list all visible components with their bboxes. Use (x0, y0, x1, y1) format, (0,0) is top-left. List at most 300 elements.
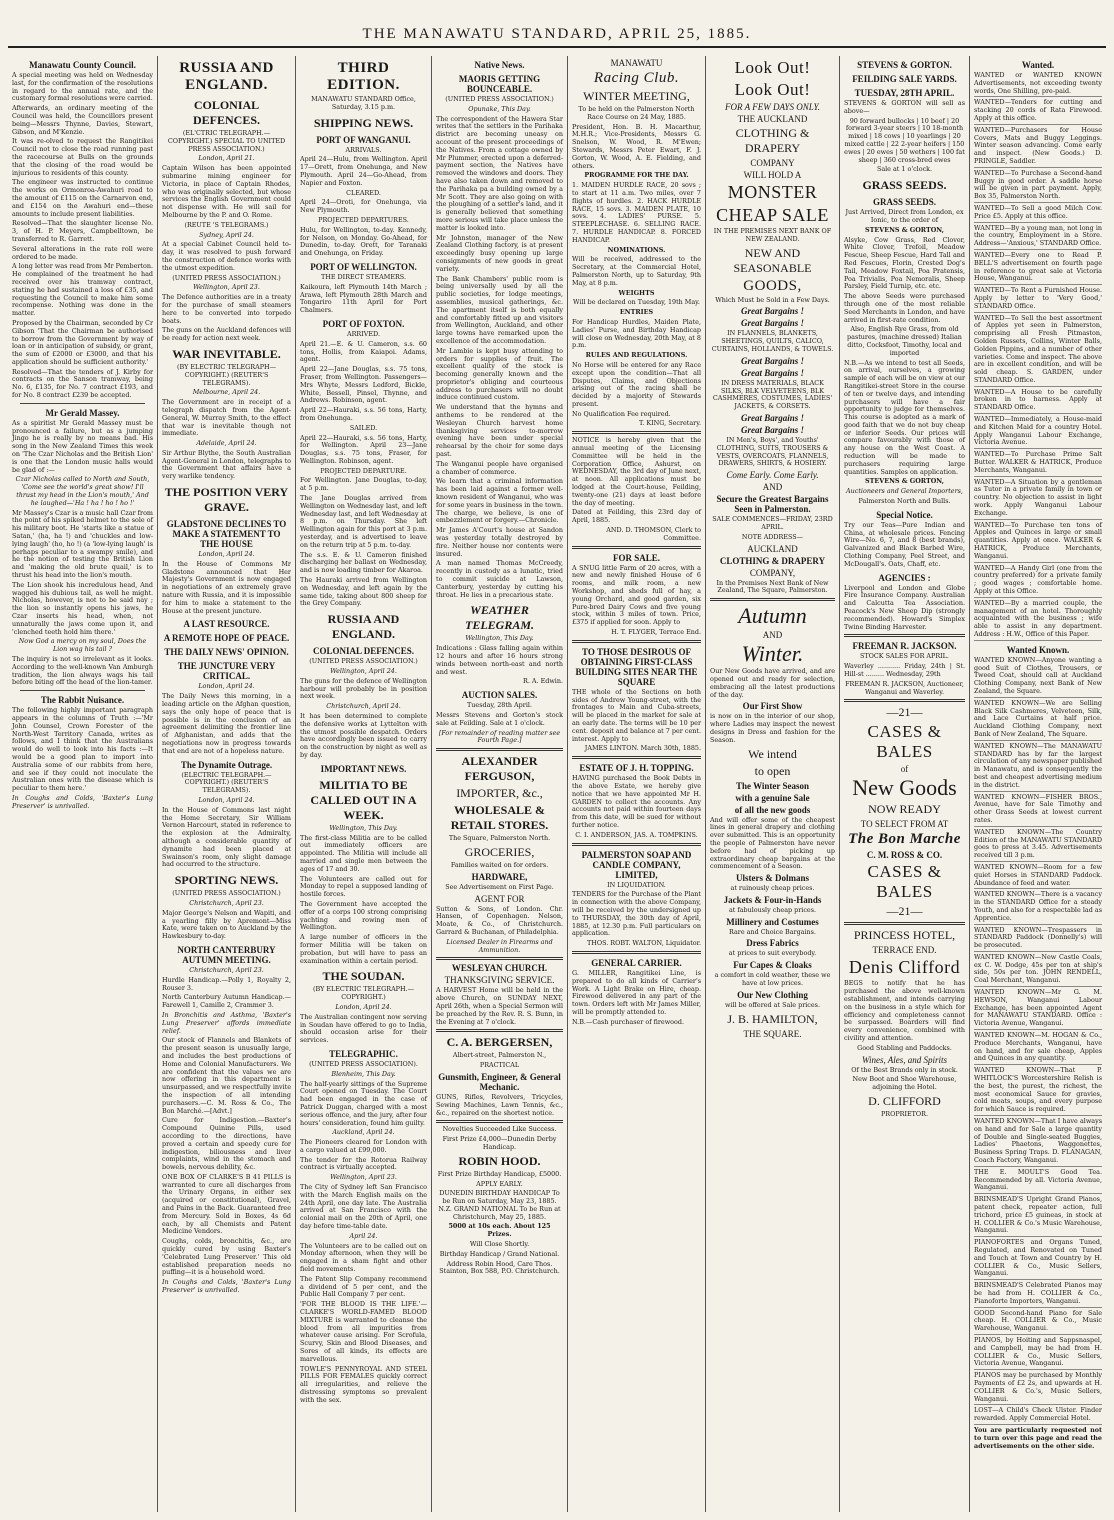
ad-line: The above Seeds were purchased through one of the most reliable Seed Merchants in London, and have arrived in first-rate condition. (844, 292, 965, 324)
ad-line: COMPANY, (749, 567, 796, 578)
section-label: SAILED. (349, 423, 378, 432)
headline-soap-company: PALMERSTON SOAP AND CANDLE COMPANY, LIMITED, (581, 849, 692, 880)
turn-page-note: You are particularly requested not to turn over this page and read the advertisements on the other side. (974, 1425, 1102, 1450)
ad-line: Alsyke, Cow Grass, Red Clover, White Clover, Trefoil, Meadow Fescue, Sheep Fescue, Hard Tall and Red Fescues, Florin, Crested Dog's Tail, Meadow Foxtail, Poa Pratensis, Poa Trivialis, Poa Nemoralis, Sheep Parsley, Field Turnip, etc. etc. (844, 235, 965, 291)
classified-ad: WANTED KNOWN—There is a vacancy in the STANDARD Office for a steady Youth, and also for a respectable lad as Apprentice. (974, 891, 1102, 924)
ad-line: H. T. FLYGER, Terrace End. (611, 628, 701, 637)
ad-line: Great Bargains ! (740, 318, 804, 329)
ad-line: Great Bargains ! (740, 306, 804, 317)
classified-ad: WANTED KNOWN—The Country Edition of the MANAWATU STANDARD goes to press at 3.45. Advertisements received till 3 p.m. (974, 829, 1102, 862)
ad-line: will be offered at Sale prices. (725, 1000, 820, 1009)
section-label: CLEARED. (346, 188, 381, 197)
ad-line: STEVENS & GORTON, (865, 477, 944, 486)
princess-hotel-advert (844, 928, 965, 1118)
headline-feilding-yards: FEILDING SALE YARDS. (852, 74, 957, 84)
ad-line: Look Out! (734, 58, 811, 77)
ad-line: MONSTER (727, 182, 818, 202)
newspaper-title: THE MANAWATU STANDARD, APRIL 25, 1885. (362, 26, 752, 42)
article-paragraph: The Pioneers cleared for London with a cargo valued at £99,000. (300, 1138, 427, 1154)
ad-line: A HARVEST Home will be held in the above Church, on SUNDAY NEXT, April 26th, when a Special Sermon will be preached by the Rev. R. S. Bunn, in the Evening at 7 o'clock. (436, 986, 563, 1026)
ad-line: at fabulously cheap prices. (728, 905, 817, 914)
article-paragraph: ONE BOX OF CLARKE'S B 41 PILLS is warranted to cure all discharges from the Urinary Organs, in either sex (acquired or constitutional), Gravel, and Pains in the Back. Guaranteed free from Mercury. Sold in Boxes, 4s 6d each, by all Chemists and Patent Medicine Vendors. (162, 1172, 291, 1236)
headline-weather: WEATHER TELEGRAM. (464, 603, 534, 633)
headline-general-carrier: GENERAL CARRIER. (591, 957, 682, 968)
signature: R. A. Edwin. (523, 677, 563, 686)
ad-line: See Advertisement on First Page. (445, 882, 554, 891)
divider (844, 922, 965, 925)
article-paragraph: The s.s. E. & U. Cameron finished discharging her ballast on Wednesday, and is now loading timber for Akaroa. (300, 550, 427, 575)
divider (436, 1029, 563, 1032)
article-paragraph: April 21.—E. & U. Cameron, s.s. 60 tons, Hollis, from Kaiapoi. Adams, agent. (300, 339, 427, 364)
article-paragraph: A man named Thomas McCreedy, recently in custody as a lunatic, tried to commit suicide at Lawson, Canterbury, yesterday by cutting his throat. He lies in a precarious state. (436, 559, 563, 599)
ad-line: PROPRIETOR. (881, 1109, 928, 1118)
classified-ad: WANTED KNOWN—Anyone wanting a good Suit of Clothes, Trousers, or Tweed Coat, should call at Auckland Clothing Company, next Bank of New Zealand, the Square. (974, 657, 1102, 698)
dateline: Auckland, April 24. (332, 1128, 395, 1137)
divider (844, 634, 965, 637)
subheadline-colonial-defences-2: COLONIAL DEFENCES. (312, 646, 415, 657)
headline-wanted-known: Wanted Known. (1006, 644, 1070, 655)
article-paragraph: The Daily News this morning, in a leading article on the Afghan question, says the only hope of peace that is possible is in the conclusion of an agreement delimiting the frontier line of Afghanistan, and adds that the negotiations now in progress towards that end are not of a hopeless nature. (162, 692, 291, 755)
ad-line: IN Men's, Boys', and Youths' CLOTHING, SUITS, TROUSERS & VESTS, OVERCOATS, FLANNELS, DRAWERS, SHIRTS, & HOSIERY. (716, 435, 829, 468)
classified-ad: WANTED KNOWN—M. HOGAN & Co., Produce Merchants, Wanganui, have on hand, and for sale cheap, Apples and Quinces in any quantity. (974, 1032, 1102, 1065)
section-label: ARRIVED. (347, 329, 380, 338)
headline-remote-hope: A REMOTE HOPE OF PEACE. (163, 633, 290, 644)
classified-ad: WANTED KNOWN—That I have always on hand and for Sale a large quantity of Double and Single-seated Buggies, Ladies' Phaetons, Waggonettes, Business Spring Traps. D. FLANAGAN, Coach Factory, Wanganui. (974, 1118, 1102, 1167)
article-paragraph: Mr James A'Court's house at Sandon was yesterday totally destroyed by fire. Neither house nor contents were insured. (436, 526, 563, 558)
article-paragraph: April 24—Hulu, from Wellington. April 17—Orett, from Onehunga, and New Plymouth. April 24—Go-Ahead, from Napier and Foxton. (300, 155, 427, 187)
ad-line: New Boot and Shoe Warehouse, adjoining the Hotel. (852, 1075, 957, 1092)
article-paragraph: Hulu, for Wellington, to-day. Kennedy, for Nelson, on Monday. Go-Ahead, for Dunedin, to-day. Orett, for Taranaki and Onehunga, on Friday. (300, 225, 427, 258)
ad-line: Will Close Shortly. (469, 1240, 530, 1249)
article-paragraph: The tender for the Rotorua Railway contract is virtually accepted. (300, 1155, 427, 1172)
column-1 (8, 56, 158, 1512)
classified-ad: WANTED—To Sell the best assortment of Apples yet seen in Palmerston, comprising all Fresh Pitmaston, Golden Russets, Collins, Winter Balls, Golden Pippins, and a number of other varieties. Come and inspect. The above are in excellent condition, and will be sold cheap. S. GARDEN, under STANDARD Office. (974, 315, 1102, 387)
ad-line: AGENT FOR (474, 893, 525, 904)
column-2 (158, 56, 296, 1512)
headline-port-wellington: PORT OF WELLINGTON. (310, 261, 417, 272)
dispatch-tag: (EL'CTRIC TELEGRAPH.—COPYRIGHT.) SPECIAL TO UNITED PRESS ASSOCIATION.) (167, 129, 286, 153)
ad-line: Look Out! (734, 80, 811, 99)
ad-line: PRINCESS HOTEL, (853, 928, 956, 943)
headline-special-notice: Special Notice. (876, 509, 933, 520)
bon-marche-advert (844, 705, 965, 919)
ad-line: Birthday Handicap / Grand National. (439, 1249, 560, 1258)
classified-ad: WANTED KNOWN—We are Selling Black Silk Cashmeres, Velveteen, Silk, and Lace Curtains at half price. Auckland Clothing Company, next Bank of New Zealand, The Square. (974, 700, 1102, 741)
ad-line: In the Premises Next Bank of New Zealand, The Square, Palmerston. (716, 578, 829, 595)
classified-ad: WANTED—A House to be carefully broken in to harness. Apply at STANDARD Office. (974, 389, 1102, 414)
dispatch-tag: (ELECTRIC TELEGRAPH.—COPYRIGHT.) (REUTER'S TELEGRAMS). (181, 770, 272, 795)
ad-line: Denis Clifford (848, 957, 961, 978)
article-paragraph: At a special Cabinet Council held to-day, it was resolved to push forward the construction of defence works with the utmost expedition. (162, 240, 291, 272)
ad-line: Which Must be Sold in a Few Days. (715, 295, 830, 304)
remainder-note: [For remainder of reading matter see Fourth Page.] (438, 728, 561, 745)
ad-line: Secure the Greatest Bargains Seen in Palmerston. (716, 494, 829, 515)
article-paragraph: The City of Sydney left San Francisco with the March English mails on the 24th April, one day late. The Australia arrived at San Francisco with the colonial mail on the 20th of April, one day before time-table date. (300, 1183, 427, 1231)
subheadline-colonial-defences: COLONIAL DEFENCES. (192, 98, 260, 127)
dispatch-tag: (BY ELECTRIC TELEGRAPH—COPYRIGHT.) (REUTER'S TELEGRAMS). (177, 362, 276, 387)
classified-ad: WANTED or WANTED KNOWN Advertisements, not exceeding twenty words, One Shilling, pre-paid. (974, 72, 1102, 97)
headline-war-inevitable: WAR INEVITABLE. (172, 346, 281, 361)
ad-line: Our New Clothing (737, 989, 808, 1000)
ad-line: FOR A FEW DAYS ONLY. (725, 102, 820, 112)
section-label: PROJECTED DEPARTURE. (320, 466, 407, 475)
poem-verse: Now God a mercy on my soul, Does the Lion wag his tail ? (18, 637, 147, 654)
ad-line: T. KING, Secretary. (638, 419, 701, 428)
ad-line: Dress Fabrics (746, 938, 799, 949)
headline-important-news: IMPORTANT NEWS. (320, 763, 407, 774)
headline-maoris: MAORIS GETTING BOUNCEABLE. (458, 74, 541, 94)
dispatch-tag: (BY ELECTRIC TELEGRAPH.—COPYRIGHT.) (313, 985, 414, 1002)
headline-canterbury-meeting: NORTH CANTERBURY AUTUMN MEETING. (177, 944, 276, 965)
ad-line: AUCKLAND (747, 543, 798, 554)
ad-line: FREEMAN R. JACKSON, Auctioneer, Wanganui and Waverley. (845, 679, 964, 696)
dispatch-tag: (UNITED PRESS ASSOCIATION.) (172, 273, 281, 282)
ad-line: 1. MAIDEN HURDLE RACE, 20 sovs ; to start at 11 a.m. Two miles, over 7 flights of hurdles. 2. HACK HURDLE RACE, 15 sovs. 3. MAIDEN PLATE, 10 sovs. 4. LADIES' PURSE. 5. STEEPLECHASE. 6. SELLING RACE. 7. HURDLE HANDICAP. 8. FORCED HANDICAP. (572, 181, 701, 244)
headline-telegraphic: TELEGRAPHIC. (329, 1048, 398, 1059)
headline-dynamite-outrage: The Dynamite Outrage. (180, 759, 273, 770)
classified-ad: WANTED—A Situation by a gentleman as Tutor in a private family in town or country. No objection to assist in light work. Apply Wanganui Labour Exchange. (974, 479, 1102, 520)
ad-line: COMPANY (750, 158, 795, 168)
ad-line: SALE COMMENCES—FRIDAY, 23RD APRIL. (712, 515, 833, 531)
column-5 (568, 56, 706, 1512)
ad-line: NOMINATIONS. (607, 245, 666, 254)
classified-ad: GOOD Second-hand Piano for Sale cheap. H. COLLIER & Co., Music Warehouse, Wanganui. (974, 1310, 1102, 1335)
ad-line: N.B.—As we intend to test all Seeds, on arrival, ourselves, a growing sample of each will be on view at our Rangitikei-street Store in the course of ten or twelve days, and intending purchasers will have a fair opportunity to judge for themselves. This course is adopted as a mark of good faith that we do not buy cheap or inferior Seeds. Our prices will compare favourably with those of any house on the West Coast. A reduction will be made to purchasers requiring large quantities. Samples on application. (844, 358, 965, 476)
article-paragraph: In the House of Commons last night the Home Secretary, Sir William Vernon Harcourt, stated in reference to the explosion at the Admiralty, although a considerable quantity of dynamite had been placed at Swainson's room, only slight damage had occurred to the structure. (162, 805, 291, 869)
ad-line: Albert-street, Palmerston N., (452, 1051, 547, 1060)
dateline: Adelaide, April 24. (196, 439, 257, 448)
ad-line: of all the new goods (734, 804, 811, 815)
classified-ad: WANTED—Tenders for cutting and stacking 20 cords of Rata Firewood. Apply at this office. (974, 99, 1102, 124)
ad-line: J. B. HAMILTON, (727, 1011, 818, 1026)
headline-juncture-critical: THE JUNCTURE VERY CRITICAL. (177, 661, 276, 682)
article-paragraph: A special meeting was held on Wednesday last, for the confirmation of the resolutions in regard to the annual rate, and the customary formal resolutions were carried. (12, 71, 153, 103)
article-paragraph: The engineer was instructed to continue the works on Ormonroa-Awahuri road to the amount of £115 on the Carnarvon end, and £154 on the Awahuri end—these amounts to include present liabilities. (12, 178, 153, 218)
poem-verse: Czar Nicholas called to North and South, 'Come see the world's great show! I'll thrust my head in the Lion's mouth,' And he laughed—'Ha ! ha ! ho ! ho !' (15, 475, 150, 507)
ad-line: CASES & BALES (867, 722, 942, 762)
classified-ad: WANTED KNOWN—Trespassers in STANDARD Paddock (Donnelly's) will be prosecuted. (974, 927, 1102, 952)
dateline: Christchurch, April 23. (189, 965, 264, 974)
ad-line: Try our Teas—Pure Indian and China, at wholesale prices. Fencing Wire—No. 6, 7, and 8 (best brands), Galvanized and Black Barbed Wire, Clothing Company, Peel Street, and McDougall's. Oats, Chaff, etc. (844, 520, 965, 568)
dateline: London, April 24. (198, 796, 255, 805)
ad-line: Wines, Ales, and Spirits (861, 1054, 948, 1065)
ad-line: New Goods (852, 775, 957, 801)
dispatch-tag: (UNITED PRESS ASSOCIATION.) (172, 889, 281, 898)
dateline: Christchurch, April 23. (189, 898, 264, 907)
article-paragraph: April 22—Hauraki, s.s. 56 tons, Harty, from Onehunga. (300, 406, 427, 422)
article-paragraph: The inquiry is not so irrelevant as it looks. According to the well-known Van Amburgh tradition, the lion always wags his tail before biting off the head of the lion-tamer. (12, 654, 153, 687)
article-paragraph: Our stock of Flannels and Blankets of the present season is unusually large, and includes the best productions of Home and Colonial Manufacturers. We are confident that the values we are now offering in this department is unsurpassed, and we respectfully invite the inspection of all intending purchasers.—C. M. Ross & Co., The Bon Marché.—[Advt.] (162, 1036, 291, 1115)
ad-line: Families waited on for orders. (450, 860, 549, 869)
ad-line: Good Stabling and Paddocks. (857, 1043, 952, 1052)
office-line: MANAWATU STANDARD Office, Saturday, 3.15 p.m. (311, 95, 416, 111)
article-paragraph: The Hauraki arrived from Wellington on Wednesday, and left again by the same tide, taking about 800 sheep for the Grey Company. (300, 576, 427, 608)
ad-line: Jackets & Four-in-Hands (723, 894, 822, 905)
article-paragraph: The correspondent of the Hawera Star writes that the settlers in the Parihaka district are becoming uneasy on account of the present proceedings of the Natives. From a cottage owned by Mr Plummer, erected upon a deferred-payment section, the Natives have removed the windows and doors. They have also taken down and removed to the Parihaka pa a building owned by a Mr Scott. They are also going on with the ploughing of a settler's land, and it is generally believed that something more serious will take place unless the matter is looked into. (436, 114, 563, 232)
ad-line: THE SQUARE. (743, 1028, 802, 1039)
headline-position-grave: THE POSITION VERY GRAVE. (164, 485, 289, 515)
ad-line: Licensed Dealer in Firearms and Ammunition. (446, 937, 553, 954)
headline-county-council: Manawatu County Council. (29, 60, 136, 70)
article-paragraph: April 22—Hauraki, s.s. 56 tons, Harty, for Wellington. April 23—Jane Douglas, s.s. 75 tons, Fraser, for Wellington. Robinson, agent. (300, 433, 427, 465)
headline-port-wanganui: PORT OF WANGANUI. (316, 134, 411, 145)
ad-line: N.B.—Cash purchaser of firewood. (572, 1017, 685, 1026)
ad-line: Great Bargains ! (740, 412, 804, 423)
ad-line: RULES AND REGULATIONS. (585, 351, 688, 360)
headline-soudan: THE SOUDAN. (322, 969, 405, 984)
ad-name: ROBIN HOOD. (458, 1153, 541, 1168)
dispatch-tag: (REUTE 'S TELEGRAMS.) (184, 220, 269, 229)
licensing-notice: NOTICE is hereby given that the annual meeting of the Licensing Committee will be held in the Corporation Office, Ashurst, on WEDNESDAY, the 3rd day of June next, at noon. All applications must be lodged at the Court-house, Feilding, twenty-one (21) days at least before the day of meeting. (572, 436, 701, 507)
divider (572, 756, 701, 759)
ad-line: is now on in the interior of our shop, where Ladies may inspect the newest designs in Dress and fashion for the Season. (710, 712, 835, 744)
dateline: Blenheim, This Day. (331, 1069, 396, 1078)
article-paragraph: Mr Johnston, manager of the New Zealand Clothing factory, is at present exceedingly busy opening up large consignments of new goods in great variety. (436, 233, 563, 273)
ad-line: at prices to suit everybody. (728, 949, 817, 958)
article-paragraph: The half-yearly sittings of the Supreme Court opened on Tuesday. The Court had been engaged in the case of Patrick Duggan, charged with a most serious offence, and the jury, after four hours' consideration, found him guilty. (300, 1079, 427, 1127)
article-paragraph: A large number of officers in the former Militia will be taken on probation, but will have to pass an examination within a certain period. (300, 933, 427, 965)
ad-line: CASES & BALES (867, 862, 942, 902)
ad-line: PRACTICAL (479, 1061, 520, 1070)
headline-third-edition: THIRD EDITION. (327, 60, 400, 93)
ad-line: No Qualification Fee required. (572, 409, 671, 418)
ad-line: —21— (886, 904, 923, 919)
divider (572, 951, 701, 954)
ad-line: BEGS to notify that he has purchased the above well-known establishment, and intends carrying on the business in a style which for efficiency and completeness cannot be surpassed. Boarders will find every convenience, combined with civility and attention. (844, 979, 965, 1042)
column-3 (296, 56, 432, 1512)
divider (436, 957, 563, 960)
headline-for-sale: FOR SALE. (612, 552, 660, 563)
article-paragraph: In the House of Commons Mr Gladstone announced that Her Majesty's Government is now engaged in negotiations of an extremely grave nature with Russia, and it is impossible for him to make a statement to the House at the present juncture. (162, 559, 291, 615)
ad-line: of (900, 764, 909, 775)
wanted-known-list (974, 657, 1102, 1425)
article-paragraph: The Government have accepted the offer of a corps 100 strong comprising yachting and rowing men of Wellington. (300, 899, 427, 932)
divider (436, 748, 563, 751)
ad-line: MANAWATU (610, 58, 663, 68)
ad-line: And will offer some of the cheapest lines in general drapery and clothing ever submitted. This is an opportunity the people of Palmerston have never before had of picking up extraordinary cheap bargains at the commencement of a Season. (710, 815, 835, 871)
article-paragraph: We understand that the hymns and anthems to be rendered at the Wesleyan Church harvest home thanksgiving services to-morrow evening have been under special rehearsal by the choir for some days past. (436, 403, 563, 459)
section-label: PROJECTED DEPARTURES. (318, 215, 409, 224)
classified-ad: BRINSMEAD'S Upright Grand Pianos, patent check, repeater action, full trichord, price £5 guineas, in stock at H. COLLIER & Co.'s Music Warehouse, Wanganui. (974, 1196, 1102, 1237)
ad-line: THE AUCKLAND (737, 114, 808, 124)
ad-line: CHEAP SALE (716, 205, 829, 225)
article-paragraph: April 24—Oroti, for Onehunga, via New Plymouth. (300, 198, 427, 215)
classified-ad: WANTED—To Sell a good Milch Cow. Price £5. Apply at this office. (974, 205, 1102, 223)
classified-ad: WANTED—A Handy Girl (one from the country preferred) for a private family ; good wages ; comfortable home. Apply at this Office. (974, 565, 1102, 598)
headline-gerald-massey: Mr Gerald Massey. (45, 407, 120, 418)
classified-ad: PIANOS, by Hoiting and Sappsnaspel, and Campbell, may be had from H. COLLIER & Co., Music Sellers, Victoria Avenue, Wanganui. (974, 1337, 1102, 1370)
bergersen-advert (436, 1035, 563, 1117)
divider (436, 1120, 563, 1123)
ad-line: WINTER MEETING, (583, 89, 690, 103)
headline-last-resource: A LAST RESOURCE. (183, 619, 270, 630)
dateline: London, April 24. (198, 550, 255, 559)
article-paragraph: April 22—Jane Douglas, s.s. 75 tons, Fraser, from Wellington. Passengers—Mrs Whyte, Messrs Ledford, Bickle, White, Bessell, Pinsel, Thynne, and Andrews. Robinson, agent. (300, 365, 427, 405)
ad-line: THE whole of the Sections on both sides of Andrew Young-street, with the frontages to Main and Cuba-streets, will be placed in the market for sale at an early date. The terms will be 10 per cent. deposit and balance at 7 per cent. interest. Apply to (572, 687, 701, 743)
column-6 (706, 56, 840, 1512)
headline-topping-estate: ESTATE OF J. H. TOPPING. (579, 763, 694, 774)
ad-line: Address Robin Hood, Care Thos. Stainton, Box 588, P.O. Christchurch. (439, 1259, 560, 1276)
ad-line: WEIGHTS (618, 288, 655, 297)
ad-line: President, Hon. B. H. Macarthur, M.H.R.; Vice-Presidents, Messrs G. Snelson, W. Wood, R. M'Ewen; Stewards, Messrs Peter Ewart, F. J. Gorton, W. Wood, A. E. Fielding, and others. (572, 122, 701, 170)
dateline: Opunake, This Day. (468, 104, 531, 113)
classified-ad: WANTED—To Purchase ten tons of Apples and Quinces in large or small quantities. Apply at once. WALKER & HATRICK, Produce Merchants, Wanganui. (974, 522, 1102, 563)
ad-line: NOTE ADDRESS— (741, 532, 804, 541)
headline-building-sites: TO THOSE DESIROUS OF OBTAINING FIRST-CLASS BUILDING SITES NEAR THE SQUARE (575, 646, 698, 687)
classified-ad: WANTED KNOWN—New Castle Coals, ex C. W. Dodge, 45s per ton at ship's side, 50s per ton. JOHN RENDELL, Coal Merchant, Wanganui. (974, 954, 1102, 987)
article-paragraph: The Volunteers are called out for Monday to repel a supposed landing of hostile forces. (300, 874, 427, 899)
sale-date: Tuesday, 28th April. (467, 701, 532, 710)
article-paragraph: The Volunteers are to be called out on Monday afternoon, when they will be engaged in a sham fight and other field movements. (300, 1241, 427, 1274)
dateline: April 24. (349, 1231, 378, 1240)
classified-ad: THE E. MOULT'S Good Tea. Recommended by all. Victoria Avenue, Wanganui. (974, 1169, 1102, 1194)
ad-line: STOCK SALES FOR APRIL. (860, 652, 949, 661)
ad-line: JAMES LINTON. March 30th, 1885. (584, 744, 701, 753)
ad-line: NOW READY (868, 802, 941, 817)
ad-line: CLOTHING & DRAPERY (719, 555, 826, 566)
newspaper-columns (8, 56, 1106, 1512)
article-paragraph: TOWLE'S PENNYROYAL AND STEEL PILLS FOR FEMALES quickly correct all irregularities, and relieve the distressing symptoms so prevalent with the sex. (300, 1364, 427, 1404)
headline-native-news: Native News. (474, 60, 525, 70)
article-paragraph: The Lion shook his incredulous head, And wagged his dubious tail, as well he might. Nicholas, however, is not to be said nay ; the lion so instantly opens his jaws, he Czar inserts his head, when, not unnaturally the jaws come upon it, and 'clenched teeth hold him there.' (12, 580, 153, 636)
stock-list: 90 forward bullocks | 10 beef | 20 forward 3-year steers | 10 18-month mixed | 18 cows | 10 yearlings | 20 mixed cattle | 22 2-year heifers | 150 ewes | 20 ewes | 50 wethers | 100 fat sheep | 360 cross-bred ewes (844, 116, 965, 164)
ferguson-advert (436, 754, 563, 954)
ad-line: DUNEDIN BIRTHDAY HANDICAP To be Run on Saturday, May 23, 1885. N.Z. GRAND NATIONAL To be Run at Christchurch, May 25, 1885. (438, 1189, 561, 1221)
ad-line: TO SELECT FROM AT (860, 819, 949, 830)
ad-line: Sutton & Sons, of London. Chr. Hansen, of Copenhagen. Nelson, Moate, & Co., of Christchurch. Garrard & Buchanan, of Philadelphia. (436, 904, 563, 936)
masthead (0, 0, 1114, 52)
article-paragraph: The guns for the defence of Wellington harbour will probably be in position next week. (300, 676, 427, 701)
divider (20, 403, 145, 404)
ad-line: Millinery and Costumes (726, 916, 819, 927)
dateline: Christchurch, April 24. (326, 702, 401, 711)
ad-line: A SNUG little Farm of 20 acres, with a new and newly finished House of 6 rooms, and milk room, a new Workshop, and sheds full of hay, a young Orchard, and good garden, six Pure-bred Dairy Cows and five young stock, within 3 miles of town. Price, £375 if applied for soon. Apply to (572, 563, 701, 627)
ad-line: STEVENS & GORTON, (865, 225, 944, 234)
ad-line: at ruinously cheap prices. (730, 884, 815, 893)
article-paragraph: Resolved—That the slaughter license No. 3, of H. P. Meyers, Campbelltown, be transferred to R. Garrett. (12, 219, 153, 243)
article-paragraph: Afterwards, an ordinary meeting of the Council was held, the Councillors present being—Messrs Thynne, Davies, Stewart, Gibson, and M'Kenzie. (12, 104, 153, 136)
headline-gladstone: GLADSTONE DECLINES TO MAKE A STATEMENT TO THE HOUSE (166, 519, 287, 550)
ad-line: —21— (886, 705, 923, 720)
headline-grass-seeds: GRASS SEEDS. (862, 178, 947, 193)
article-paragraph: Proposed by the Chairman, seconded by Cr Gibson 'That the Chairman be authorised to borrow from the Government by way of loan or in anticipation of subsidy, or grant, the sum of £2000 or £3000, and that his application should be sufficient authority.' (12, 318, 153, 366)
ad-line: IN THE PREMISES NEXT BANK OF NEW ZEALAND. (713, 227, 832, 243)
article-paragraph: Resolved—That the tenders of J. Kirby for contracts on the Sanson tramway, being No. 6, £135, for No. 7 contract £193, and for No. 8 contract £239 be accepted. (12, 367, 153, 400)
ad-line: Autumn (738, 603, 807, 629)
ad-line: IN LIQUIDATION. (607, 880, 666, 889)
article-paragraph: Mr Lambie is kept busy attending to orders for supplies of fruit. The excellent quality of the stock is becoming generally known and the proprietor's obliging and courteous address to purchasers will no doubt induce continued custom. (436, 346, 563, 402)
ad-line: Fur Capes & Cloaks (733, 960, 812, 971)
section-label: THE DIRECT STEAMERS. (321, 272, 406, 281)
article-paragraph: Hurdle Handicap.—Polly 1, Royalty 2, Rouser 3. (162, 975, 291, 992)
ad-line: GROCERIES, (464, 844, 535, 859)
article-paragraph: Messrs Stevens and Gorton's stock sale at Feilding. Sale at 1 o'clock. (436, 710, 563, 727)
ad-line: No Horse will be entered for any Race except upon the condition—That all Disputes, Claims, and Objections arising out of the racing shall be decided by a majority of Stewards present. (572, 360, 701, 408)
classified-ad: WANTED KNOWN—Mr G. M. HEWSON, Wanganui Labour Exchange, has been appointed Agent for MANAWATU STANDARD. Office : Victoria Avenue, Wanganui. (974, 989, 1102, 1030)
article-paragraph: As a spiritist Mr Gerald Massey must be pronounced a failure, but as a jumping Jingo he is really by no means bad. His song in the New Zealand Times this week on 'The Czar Nicholas and the British Lion' is one that the London music halls would be glad of :— (12, 418, 153, 474)
article-paragraph: It was re-olved to request the Rangitikei Council not to close the road running past the racecourse at Bulls on the grounds that the closing of the road would be injurious to residents of this county. (12, 137, 153, 177)
ad-line: Liverpool and London and Globe Fire Insurance Company. Australian and Calcutta Tea Association. Peacock's New Sheep Dip (strongly recommended). Howard's Simplex Twine Binding Harvester. (844, 583, 965, 631)
divider (572, 431, 701, 434)
classified-ad: WANTED KNOWN—FISHER BROS., Avenue, have for Sale Timothy and other Grass Seeds at lowest current rates. (974, 794, 1102, 827)
column-8 (970, 56, 1106, 1512)
classified-ad: WANTED KNOWN—The MANAWATU STANDARD has by far the largest circulation of any newspaper published in Manawatu, and is consequently the best and cheapest advertising medium in the district. (974, 743, 1102, 792)
auckland-clothing-advert (710, 58, 835, 595)
headline-sporting-news: SPORTING NEWS. (174, 873, 279, 888)
classified-ad: WANTED—To Rent a Furnished House. Apply by letter to 'Very Good,' STANDARD Office. (974, 287, 1102, 312)
wesleyan-advert (436, 963, 563, 1026)
hamilton-advert (710, 604, 835, 1039)
classified-ad: WANTED—Immediately, a House-maid and Kitchen Maid for a country Hotel. Apply Wanganui Labour Exchange, Victoria Avenue. (974, 416, 1102, 449)
article-paragraph: The guns on the Auckland defences will be ready for action next week. (162, 326, 292, 343)
ad-line: Just Arrived, Direct from London, ex Ionic, to the order of (845, 208, 964, 224)
column-7 (840, 56, 970, 1512)
ad-line: NEW AND SEASONABLE (733, 245, 812, 275)
wanted-list (974, 72, 1102, 641)
ad-line: First Prize £4,000—Dunedin Derby Handicap. (442, 1135, 557, 1151)
ad-line: Waverley ........... Friday, 24th | St. Hill-st ......... Wednesday, 29th (844, 662, 965, 679)
headline-auction-sales: AUCTION SALES. (461, 690, 538, 701)
masthead-rule (8, 46, 1106, 48)
classified-ad: WANTED—To Purchase a Second-hand Buggy in good order. A saddle horse will be given in part payment. Apply, Box 35, Palmerston North. (974, 170, 1102, 203)
ad-line: to open (754, 763, 791, 778)
dispatch-tag: (UNITED PRESS ASSOCIATION.) (309, 657, 418, 666)
headline-russia-england: RUSSIA AND ENGLAND. (179, 60, 274, 93)
classified-ad: PIANOS may be purchased by Monthly Payments of £2 2s, and upwards at H. COLLIER & Co.'s, Music Sellers, Wanganui. (974, 1372, 1102, 1405)
divider (572, 640, 701, 643)
headline-wanted: Wanted. (1021, 60, 1055, 70)
divider (844, 699, 965, 702)
article-paragraph: Several alterations in the rate roll were ordered to be made. (12, 244, 153, 261)
article-paragraph: The Australian contingent now serving in Soudan have offered to go to India, should occasion arise for their services. (300, 1012, 427, 1045)
ad-line: Rare and Choice Bargains. (729, 927, 816, 936)
ad-line: For Handicap Hurdles, Maiden Plate, Ladies' Purse, and Birthday Handicap will close on Wednesday, 20th May, at 8 p.m. (572, 317, 701, 350)
article-paragraph: The Jane Douglas arrived from Wellington on Wednesday last, and left Wednesday last, and left Wednesday at 8 p.m. on Thursday. She left Wellington again for this port at 3 p.m. yesterday, and is advertised to leave on the return trip at 5 p.m. to-day. (300, 494, 427, 549)
ad-line: WILL HOLD A (743, 170, 802, 180)
advert-line: In Coughs and Colds, 'Baxter's Lung Preserver' is unrivalled. (162, 1278, 291, 1295)
ad-line: with a genuine Sale (735, 792, 810, 803)
ad-line: IN FLANNELS, BLANKETS, SHEETINGS, QUILTS, CALICO, CURTAINS, HOLLANDS, & TOWELS. (711, 329, 834, 353)
dateline: Wellington, April 23. (330, 1173, 397, 1182)
headline-stevens-gorton: STEVENS & GORTON. (857, 60, 952, 70)
ad-line: TENDERS for the Purchase of the Plant in connection with the above Company, will be received by the undersigned up to THURSDAY, the 30th day of April, 1885, at 12.30 p.m. Full particulars on application. (572, 890, 701, 938)
headline-freeman-jackson: FREEMAN R. JACKSON. (852, 641, 957, 652)
ad-line: THANKSGIVING SERVICE. (444, 975, 555, 986)
divider (20, 690, 145, 691)
article-paragraph: Sir Arthur Blythe, the South Australian Agent-General in London, telegraphs to the Government that affairs have a very warlike tendency. (162, 448, 291, 481)
ad-name: C. A. BERGERSEN, (446, 1035, 553, 1050)
dispatch-tag: (UNITED PRESS ASSOCIATION). (309, 1059, 418, 1068)
headline-rabbit-nuisance: The Rabbit Nuisance. (40, 695, 125, 706)
article-paragraph: It has been determined to complete the defensive works at Lyttelton with the utmost possible despatch. Orders have accordingly been issued to carry on the construction by night as well as by day. (300, 712, 427, 759)
article-paragraph: Kaikoura, left Plymouth 14th March ; Arawa, left Plymouth 28th March and Tongariro 11th April for Port Chalmers. (300, 282, 427, 315)
dateline: London, April 24. (198, 682, 255, 691)
ad-line: Will be received, addressed to the Secretary, at the Commercial Hotel, Palmerston North, up to Saturday, 9th May, at 8 p.m. (572, 255, 701, 287)
classified-ad: WANTED—To Purchase Prime Salt Butter. WALKER & HATRICK, Produce Merchants, Wanganui. (974, 451, 1102, 476)
ad-line: To be held on the Palmerston North Race Course on 24 May, 1885. (578, 105, 695, 121)
headline-grass-seeds-2: GRASS SEEDS. (872, 197, 937, 208)
classified-ad: WANTED—Every one to Read P. BELL'S advertisement on fourth page in reference to great sale at Victoria House, Wanganui. (974, 252, 1102, 285)
ad-name: Racing Club. (593, 70, 680, 86)
ad-line: CLOTHING & DRAPERY (735, 126, 810, 155)
classified-ad: WANTED—By a young man, not long in the country, Employment in a Store. Address—'Anxious,' STANDARD Office. (974, 225, 1102, 250)
column-4 (432, 56, 568, 1512)
ad-line: Auctioneers and General Importers, (846, 487, 963, 496)
ad-name: WESLEYAN CHURCH. (451, 963, 548, 974)
ad-line: Winter. (741, 641, 804, 667)
classified-ad: PIANOFORTES and Organs Tuned, Regulated, and Renovated on Tuned and Touch at Town and Country by H. COLLIER & Co., Music Sellers, Wanganui. (974, 1239, 1102, 1280)
ad-line: The Winter Season (735, 780, 809, 791)
